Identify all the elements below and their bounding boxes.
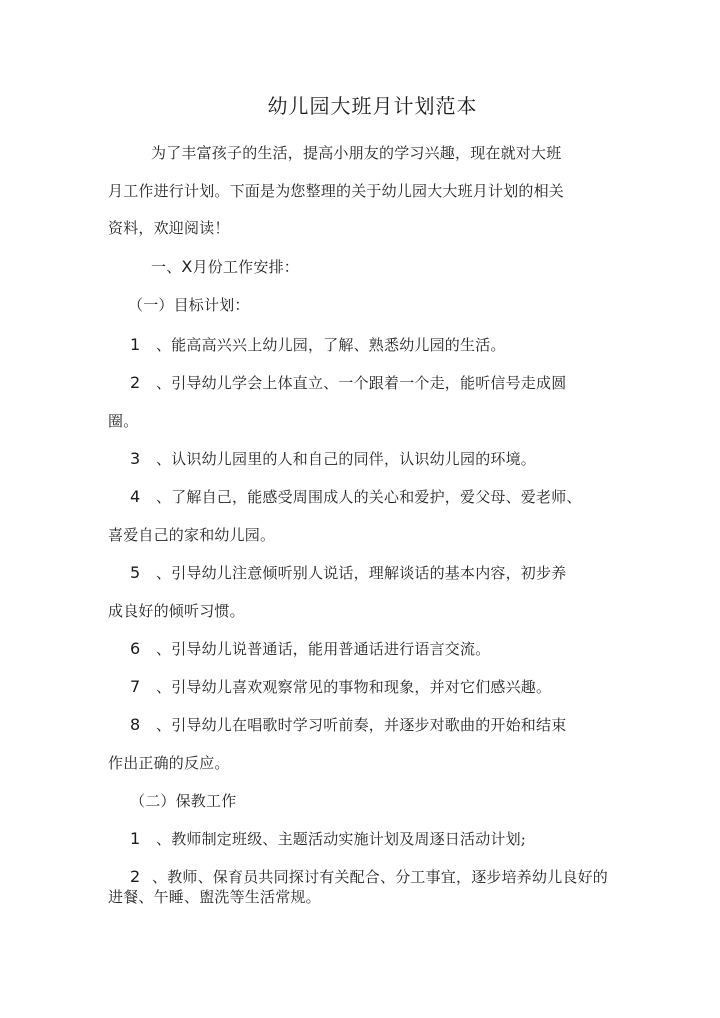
work-item-2 [130, 867, 608, 887]
work-item-1 [130, 829, 526, 849]
goal-number: 7 [130, 677, 141, 696]
goal-text: 、引导幼儿在唱歌时学习听前奏，并逐步对歌曲的开始和结束 [156, 716, 567, 734]
goal-text: 、能高高兴兴上幼儿园，了解、熟悉幼儿园的生活。 [156, 336, 506, 354]
section-heading-suffix: 月份工作安排： [192, 258, 299, 276]
goal-item-2-continued: 圈。 [108, 412, 139, 430]
goal-item-7 [130, 677, 551, 697]
goal-text: 、引导幼儿注意倾听别人说话，理解谈话的基本内容，初步养 [156, 564, 567, 582]
subsection-heading-work: （二）保教工作 [130, 792, 237, 810]
goal-number: 4 [130, 487, 141, 506]
intro-line-1: 为了丰富孩子的生活，提高小朋友的学习兴趣，现在就对大班 [151, 144, 562, 162]
subsection-heading-goals: （一）目标计划： [128, 296, 250, 314]
goal-item-4-continued: 喜爱自己的家和幼儿园。 [108, 526, 276, 544]
goal-text: 、引导幼儿喜欢观察常见的事物和现象，并对它们感兴趣。 [156, 678, 552, 696]
section-heading-1 [151, 257, 299, 277]
goal-number: 3 [130, 449, 141, 468]
goal-item-2 [130, 373, 566, 393]
goal-item-1 [130, 335, 506, 355]
section-heading-x: X [181, 257, 193, 276]
goal-item-5-continued: 成良好的倾听习惯。 [108, 602, 245, 620]
goal-item-4 [130, 487, 582, 507]
section-heading-prefix: 一、 [151, 258, 182, 276]
goal-item-6 [130, 639, 490, 659]
goal-text: 、了解自己，能感受周围成人的关心和爱护，爱父母、爱老师、 [156, 488, 582, 506]
work-item-2-continued: 进餐、午睡、盥洗等生活常规。 [108, 888, 321, 906]
goal-number: 1 [130, 335, 141, 354]
intro-line-2: 月工作进行计划。下面是为您整理的关于幼儿园大大班月计划的相关 [108, 182, 565, 200]
work-number: 1 [130, 829, 141, 848]
document-title: 幼儿园大班月计划范本 [267, 94, 478, 118]
goal-number: 8 [130, 715, 141, 734]
work-text: 、教师、保育员共同探讨有关配合、分工事宜，逐步培养幼儿良好的 [152, 868, 609, 886]
goal-text: 、引导幼儿说普通话，能用普通话进行语言交流。 [156, 640, 491, 658]
goal-item-8 [130, 715, 566, 735]
goal-text: 、引导幼儿学会上体直立、一个跟着一个走，能听信号走成圆 [156, 374, 567, 392]
goal-item-3 [130, 449, 536, 469]
goal-item-5 [130, 563, 566, 583]
work-text: 、教师制定班级、主题活动实施计划及周逐日活动计划; [156, 830, 527, 848]
goal-item-8-continued: 作出正确的反应。 [108, 754, 230, 772]
intro-line-3: 资料，欢迎阅读！ [108, 219, 230, 237]
work-number: 2 [130, 867, 141, 886]
goal-text: 、认识幼儿园里的人和自己的同伴，认识幼儿园的环境。 [156, 450, 537, 468]
goal-number: 2 [130, 373, 141, 392]
goal-number: 6 [130, 639, 141, 658]
goal-number: 5 [130, 563, 141, 582]
